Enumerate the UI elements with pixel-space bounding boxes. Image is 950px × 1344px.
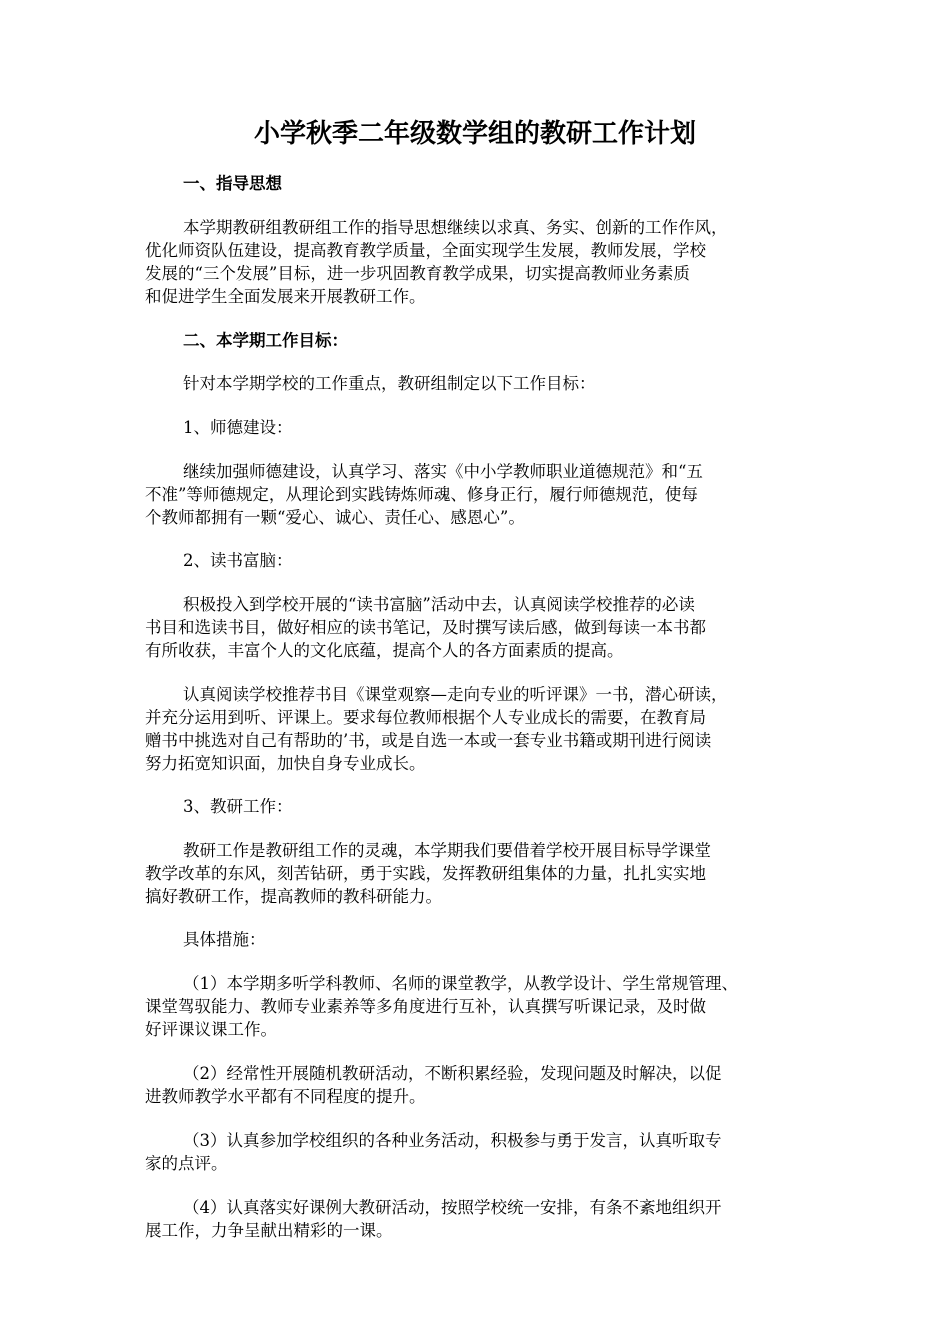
- measure-line: 展工作，力争呈献出精彩的一课。: [145, 1221, 393, 1240]
- paragraph-line: 书目和选读书目，做好相应的读书笔记，及时撰写读后感，做到每读一本书都: [145, 618, 706, 637]
- paragraph-line: 本学期教研组教研组工作的指导思想继续以求真、务实、创新的工作作风，: [183, 218, 728, 237]
- measure-line: （3）认真参加学校组织的各种业务活动，积极参与勇于发言，认真听取专: [183, 1131, 722, 1150]
- subheading-research: 3、教研工作：: [183, 797, 293, 816]
- section-heading-guiding-ideology: 一、指导思想: [183, 174, 282, 193]
- measure-line: 进教师教学水平都有不同程度的提升。: [145, 1087, 426, 1106]
- paragraph-line: 个教师都拥有一颗“爱心、诚心、责任心、感恩心”。: [145, 508, 525, 527]
- paragraph-line: 教研工作是教研组工作的灵魂，本学期我们要借着学校开展目标导学课堂: [183, 841, 711, 860]
- paragraph-line: 并充分运用到听、评课上。要求每位教师根据个人专业成长的需要，在教育局: [145, 708, 706, 727]
- paragraph-line: 继续加强师德建设，认真学习、落实《中小学教师职业道德规范》和“五: [183, 462, 703, 481]
- paragraph-line: 教学改革的东风，刻苦钻研，勇于实践，发挥教研组集体的力量，扎扎实实地: [145, 864, 706, 883]
- section-heading-semester-goals: 二、本学期工作目标：: [183, 331, 348, 350]
- paragraph-line: 发展的“三个发展”目标，进一步巩固教育教学成果，切实提高教师业务素质: [145, 264, 690, 283]
- paragraph-line: 不准”等师德规定，从理论到实践铸炼师魂、修身正行，履行师德规范，使每: [145, 485, 698, 504]
- measure-line: 课堂驾驭能力、教师专业素养等多角度进行互补，认真撰写听课记录，及时做: [145, 997, 706, 1016]
- paragraph-line: 认真阅读学校推荐书目《课堂观察—走向专业的听评课》一书，潜心研读，: [183, 685, 728, 704]
- paragraph-line: 针对本学期学校的工作重点，教研组制定以下工作目标：: [183, 374, 596, 393]
- document-title: 小学秋季二年级数学组的教研工作计划: [253, 119, 696, 149]
- measure-line: （1）本学期多听学科教师、名师的课堂教学，从教学设计、学生常规管理、: [183, 974, 738, 993]
- measure-line: （4）认真落实好课例大教研活动，按照学校统一安排，有条不紊地组织开: [183, 1198, 722, 1217]
- paragraph-line: 搞好教研工作，提高教师的教科研能力。: [145, 887, 442, 906]
- subheading-measures: 具体措施：: [183, 930, 266, 949]
- paragraph-line: 努力拓宽知识面，加快自身专业成长。: [145, 754, 426, 773]
- paragraph-line: 积极投入到学校开展的“读书富脑”活动中去，认真阅读学校推荐的必读: [183, 595, 695, 614]
- paragraph-line: 赠书中挑选对自己有帮助的’书，或是自选一本或一套专业书籍或期刊进行阅读: [145, 731, 712, 750]
- subheading-ethics: 1、师德建设：: [183, 418, 293, 437]
- measure-line: （2）经常性开展随机教研活动，不断积累经验，发现问题及时解决，以促: [183, 1064, 722, 1083]
- subheading-reading: 2、读书富脑：: [183, 551, 293, 570]
- measure-line: 家的点评。: [145, 1154, 228, 1173]
- measure-line: 好评课议课工作。: [145, 1020, 277, 1039]
- paragraph-line: 和促进学生全面发展来开展教研工作。: [145, 287, 426, 306]
- paragraph-line: 优化师资队伍建设，提高教育教学质量，全面实现学生发展，教师发展，学校: [145, 241, 706, 260]
- paragraph-line: 有所收获，丰富个人的文化底蕴，提高个人的各方面素质的提高。: [145, 641, 624, 660]
